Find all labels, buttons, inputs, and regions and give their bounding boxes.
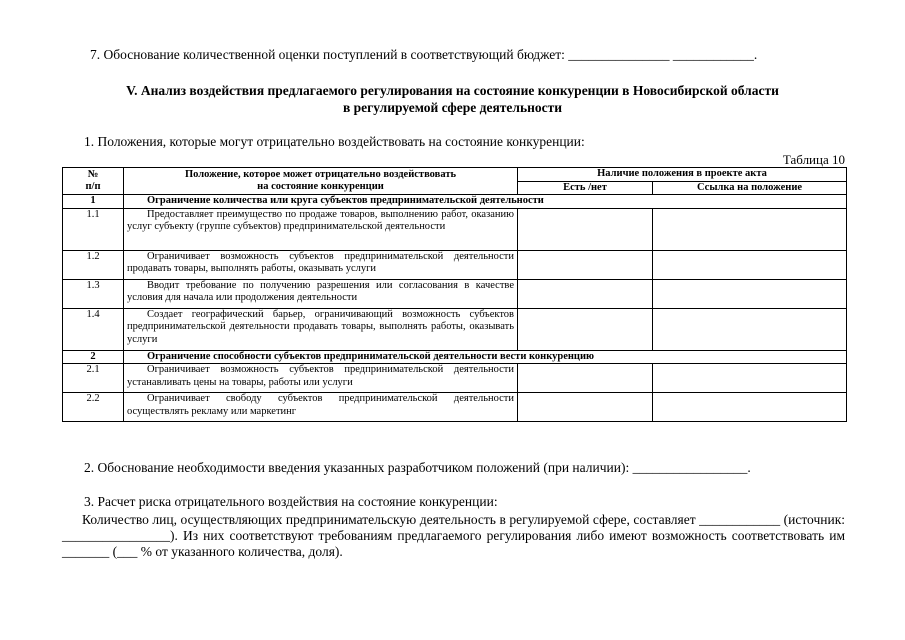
item-3-label: 3. Расчет риска отрицательного воздействия на состояние конкуренции: xyxy=(84,494,498,509)
row-text: Ограничивает возможность субъектов предпринимательской деятельности продавать товары, выполнять работы, оказывать услуги xyxy=(124,250,518,279)
item-2-label: 2. Обоснование необходимости введения указанных разработчиком положений (при наличии): _________________. xyxy=(84,460,751,475)
row-link-cell[interactable] xyxy=(653,308,847,350)
header-presence: Наличие положения в проекте акта xyxy=(518,168,847,182)
row-link-cell[interactable] xyxy=(653,393,847,422)
row-num: 2.1 xyxy=(63,364,124,393)
header-num-line1: № xyxy=(87,168,99,180)
table-caption: Таблица 10 xyxy=(782,152,845,167)
table-row xyxy=(63,308,847,350)
section-num: 2 xyxy=(63,350,124,364)
row-yes-no-cell[interactable] xyxy=(518,308,653,350)
row-text: Ограничивает возможность субъектов предпринимательской деятельности устанавливать цены на товары, работы или услуги xyxy=(124,364,518,393)
section-title-cell: Ограничение количества или круга субъектов предпринимательской деятельности xyxy=(124,195,847,209)
row-yes-no-cell[interactable] xyxy=(518,250,653,279)
section-title xyxy=(60,82,845,116)
header-yes-no: Есть /нет xyxy=(518,181,653,195)
section-title-line2: в регулируемой сфере деятельности xyxy=(342,100,563,115)
table-row xyxy=(63,364,847,393)
row-yes-no-cell[interactable] xyxy=(518,279,653,308)
table-row xyxy=(63,250,847,279)
row-num: 1.3 xyxy=(63,279,124,308)
table-header-row xyxy=(63,168,847,182)
row-text: Предоставляет преимущество по продаже товаров, выполнению работ, оказанию услуг субъекту (группе субъектов) предпринимательской деятельности xyxy=(124,208,518,250)
header-link: Ссылка на положение xyxy=(653,181,847,195)
row-yes-no-cell[interactable] xyxy=(518,393,653,422)
section-row xyxy=(63,195,847,209)
table-row xyxy=(63,279,847,308)
section-title-cell: Ограничение способности субъектов предпринимательской деятельности вести конкуренцию xyxy=(124,350,847,364)
row-text: Создает географический барьер, ограничивающий возможность субъектов предпринимательской деятельности продавать товары, выполнять работы, оказывать услуги xyxy=(124,308,518,350)
competition-table xyxy=(62,167,847,422)
header-num xyxy=(63,168,124,195)
row-num: 1.2 xyxy=(63,250,124,279)
row-yes-no-cell[interactable] xyxy=(518,364,653,393)
table-row xyxy=(63,208,847,250)
header-provision-line2: на состояние конкуренции xyxy=(257,181,384,192)
section-row xyxy=(63,350,847,364)
item-1-label: 1. Положения, которые могут отрицательно воздействовать на состояние конкуренции: xyxy=(84,134,585,149)
row-num: 2.2 xyxy=(63,393,124,422)
row-text: Ограничивает свободу субъектов предпринимательской деятельности осуществлять рекламу или маркетинг xyxy=(124,393,518,422)
section-title-line1: V. Анализ воздействия предлагаемого регулирования на состояние конкуренции в Новосибирской области xyxy=(126,83,779,98)
table-row xyxy=(63,393,847,422)
item-3-paragraph: Количество лиц, осуществляющих предпринимательскую деятельность в регулируемой сфере, составляет ____________ (источник: ________________). Из них соответствуют требованиям предлагаемого регулирования либо имеют возможность соответствовать им _______ (___ % от указанного количества, доля). xyxy=(62,512,845,559)
header-provision xyxy=(124,168,518,195)
header-num-line2: п/п xyxy=(85,181,101,192)
row-link-cell[interactable] xyxy=(653,250,847,279)
row-link-cell[interactable] xyxy=(653,279,847,308)
budget-justification-line: 7. Обоснование количественной оценки поступлений в соответствующий бюджет: _______________ ____________. xyxy=(90,47,758,62)
row-num: 1.1 xyxy=(63,208,124,250)
section-num: 1 xyxy=(63,195,124,209)
row-link-cell[interactable] xyxy=(653,208,847,250)
row-yes-no-cell[interactable] xyxy=(518,208,653,250)
row-text: Вводит требование по получению разрешения или согласования в качестве условия для начала или продолжения деятельности xyxy=(124,279,518,308)
header-provision-line1: Положение, которое может отрицательно воздействовать xyxy=(184,168,457,180)
row-num: 1.4 xyxy=(63,308,124,350)
row-link-cell[interactable] xyxy=(653,364,847,393)
